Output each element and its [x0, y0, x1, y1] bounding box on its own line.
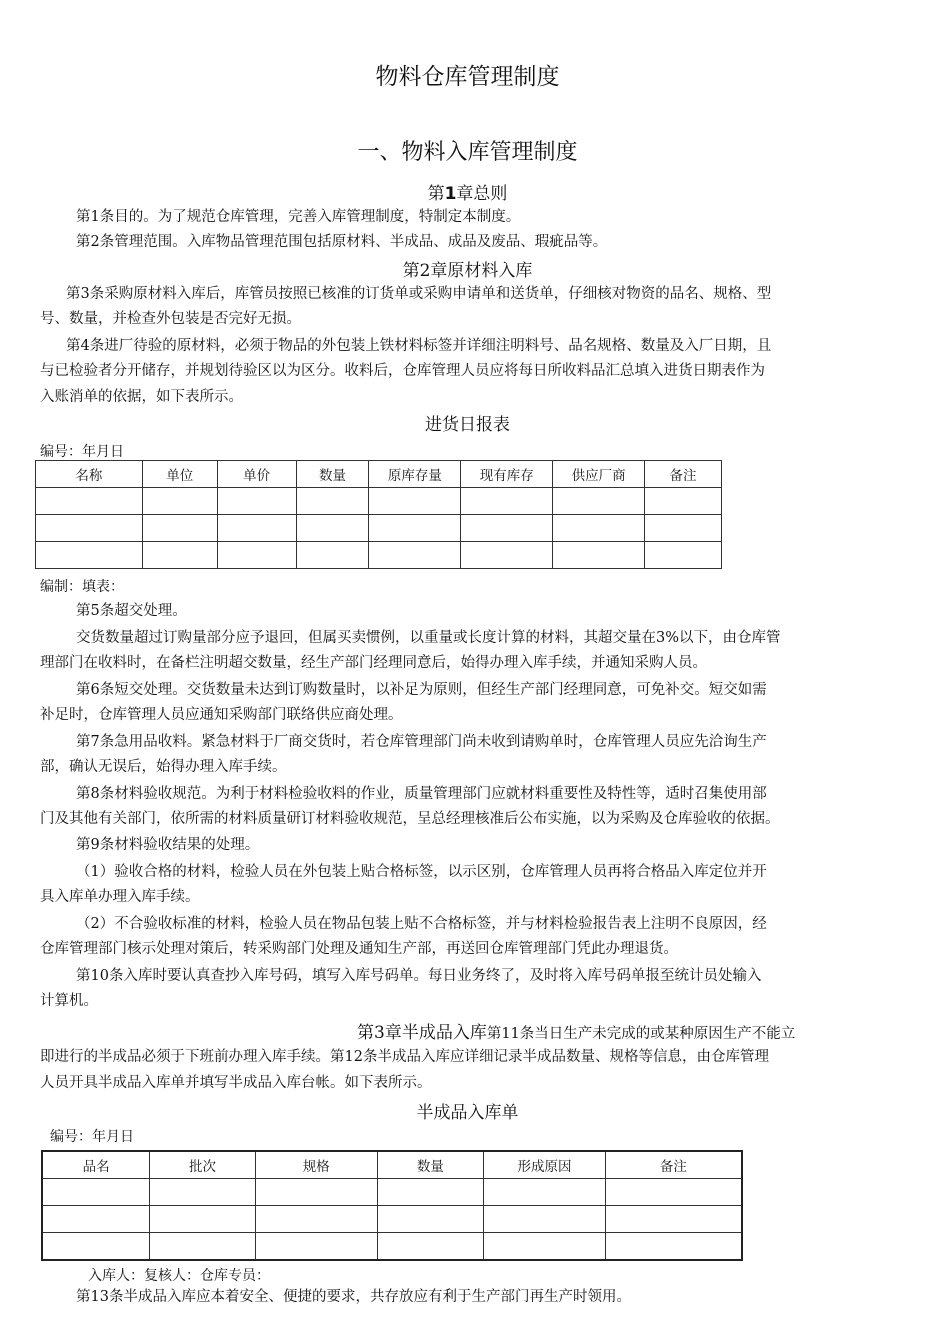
column-header: 名称	[36, 461, 143, 488]
article-1: 第1条目的。为了规范仓库管理，完善入库管理制度，特制定本制度。	[76, 209, 521, 225]
article-6-line-1: 第6条短交处理。交货数量未达到订购数量时，以补足为原则，但经生产部门经理同意，可免补交。短交如需	[76, 682, 767, 698]
column-header: 单价	[217, 461, 296, 488]
table-1-title: 进货日报表	[425, 415, 510, 435]
table-row	[36, 542, 722, 569]
table-cell	[42, 1179, 150, 1206]
column-header: 备注	[605, 1151, 742, 1179]
table-cell	[150, 1233, 256, 1261]
incoming-daily-report-table	[35, 460, 722, 569]
semi-finished-receipt-table	[41, 1150, 743, 1261]
article-5-line-1: 交货数量超过订购量部分应予退回，但属买卖惯例，以重量或长度计算的材料，其超交量在3%以下，由仓库管	[76, 630, 781, 646]
table-2-footer: 入库人：复核人：仓库专员：	[88, 1268, 270, 1284]
column-header: 供应厂商	[553, 461, 645, 488]
table-cell	[553, 488, 645, 515]
table-cell	[605, 1206, 742, 1233]
article-9-1-line-1: （1）验收合格的材料，检验人员在外包装上贴合格标签，以示区别，仓库管理人员再将合格品入库定位并开	[76, 864, 767, 880]
table-cell	[296, 515, 369, 542]
table-cell	[217, 515, 296, 542]
table-2-meta: 编号：年月日	[50, 1129, 134, 1145]
table-cell	[255, 1179, 377, 1206]
article-9-2-line-1: （2）不合验收标准的材料，检验人员在物品包装上贴不合格标签，并与材料检验报告表上注明不良原因，经	[76, 916, 767, 932]
article-9-1-line-2: 具入库单办理入库手续。	[40, 889, 200, 905]
table-cell	[142, 542, 217, 569]
article-3-line-1: 第3条采购原材料入库后，库管员按照已核准的订货单或采购申请单和送货单，仔细核对物资的品名、规格、型	[66, 286, 772, 302]
article-5-line-2: 理部门在收料时，在备栏注明超交数量，经生产部门经理同意后，始得办理入库手续，并通知采购人员。	[40, 655, 707, 671]
table-cell	[645, 515, 722, 542]
table-row	[36, 515, 722, 542]
table-header-row	[42, 1151, 742, 1179]
article-9-2-line-2: 仓库管理部门核示处理对策后，转采购部门处理及通知生产部，再送回仓库管理部门凭此办理退货。	[40, 941, 678, 957]
table-cell	[369, 515, 461, 542]
table-cell	[217, 542, 296, 569]
table-cell	[36, 542, 143, 569]
table-cell	[255, 1233, 377, 1261]
article-7-line-2: 部，确认无误后，始得办理入库手续。	[40, 759, 287, 775]
table-cell	[377, 1179, 484, 1206]
article-11-line-1: 第11条当日生产未完成的或某种原因生产不能立	[486, 1026, 796, 1042]
table-cell	[142, 488, 217, 515]
table-cell	[36, 515, 143, 542]
column-header: 形成原因	[484, 1151, 606, 1179]
table-1-footer: 编制：填表：	[40, 579, 124, 595]
table-cell	[645, 542, 722, 569]
article-10-line-2: 计算机。	[40, 993, 98, 1009]
table-cell	[605, 1179, 742, 1206]
table-1-meta: 编号：年月日	[40, 444, 124, 460]
table-cell	[36, 488, 143, 515]
column-header: 规格	[255, 1151, 377, 1179]
table-cell	[461, 488, 553, 515]
table-cell	[484, 1179, 606, 1206]
table-cell	[461, 515, 553, 542]
column-header: 现有库存	[461, 461, 553, 488]
table-cell	[150, 1206, 256, 1233]
column-header: 数量	[296, 461, 369, 488]
article-4-line-3: 入账消单的依据，如下表所示。	[40, 389, 243, 405]
chapter-2-title: 第2章原材料入库	[402, 261, 533, 281]
article-8-line-1: 第8条材料验收规范。为利于材料检验收料的作业，质量管理部门应就材料重要性及特性等，适时召集使用部	[76, 786, 767, 802]
table-cell	[42, 1206, 150, 1233]
chapter-3-first-line	[357, 1018, 795, 1047]
article-2: 第2条管理范围。入库物品管理范围包括原材料、半成品、成品及废品、瑕疵品等。	[76, 234, 608, 250]
chapter-1-prefix: 第	[427, 184, 445, 204]
chapter-1-number: 1	[444, 184, 457, 204]
table-2-title: 半成品入库单	[416, 1103, 519, 1123]
table-row	[42, 1233, 742, 1261]
article-4-line-2: 与已检验者分开储存，并规划待验区以为区分。收料后，仓库管理人员应将每日所收料品汇总填入进货日期表作为	[40, 363, 765, 379]
table-row	[42, 1179, 742, 1206]
table-cell	[42, 1233, 150, 1261]
chapter-1-suffix: 章总则	[456, 184, 508, 204]
document-title: 物料仓库管理制度	[375, 64, 560, 90]
article-11-line-3: 人员开具半成品入库单并填写半成品入库台帐。如下表所示。	[40, 1075, 432, 1091]
column-header: 数量	[377, 1151, 484, 1179]
article-5: 第5条超交处理。	[76, 603, 187, 619]
article-11-line-2: 即进行的半成品必须于下班前办理入库手续。第12条半成品入库应详细记录半成品数量、规格等信息，由仓库管理	[40, 1049, 769, 1065]
table-cell	[296, 542, 369, 569]
article-9: 第9条材料验收结果的处理。	[76, 837, 260, 853]
table-cell	[142, 515, 217, 542]
column-header: 品名	[42, 1151, 150, 1179]
table-cell	[369, 542, 461, 569]
article-7-line-1: 第7条急用品收料。紧急材料于厂商交货时，若仓库管理部门尚未收到请购单时，仓库管理人员应先洽询生产	[76, 734, 767, 750]
table-cell	[369, 488, 461, 515]
chapter-1-title	[0, 179, 935, 204]
article-4-line-1: 第4条进厂待验的原材料，必须于物品的外包装上铁材料标签并详细注明料号、品名规格、数量及入厂日期，且	[66, 338, 772, 354]
article-10-line-1: 第10条入库时要认真查抄入库号码，填写入库号码单。每日业务终了，及时将入库号码单报至统计员处输入	[76, 968, 762, 984]
table-row	[36, 488, 722, 515]
table-cell	[484, 1233, 606, 1261]
article-13: 第13条半成品入库应本着安全、便捷的要求，共存放应有利于生产部门再生产时领用。	[76, 1289, 631, 1305]
column-header: 原库存量	[369, 461, 461, 488]
table-cell	[217, 488, 296, 515]
table-cell	[150, 1179, 256, 1206]
table-row	[42, 1206, 742, 1233]
table-cell	[255, 1206, 377, 1233]
column-header: 备注	[645, 461, 722, 488]
article-6-line-2: 补足时，仓库管理人员应通知采购部门联络供应商处理。	[40, 707, 403, 723]
table-cell	[461, 542, 553, 569]
column-header: 单位	[142, 461, 217, 488]
table-cell	[484, 1206, 606, 1233]
table-cell	[645, 488, 722, 515]
table-cell	[605, 1233, 742, 1261]
table-cell	[553, 542, 645, 569]
table-cell	[377, 1233, 484, 1261]
chapter-3-title: 第3章半成品入库	[357, 1023, 487, 1043]
column-header: 批次	[150, 1151, 256, 1179]
table-cell	[377, 1206, 484, 1233]
table-cell	[553, 515, 645, 542]
section-title: 一、物料入库管理制度	[357, 140, 578, 165]
article-3-line-2: 号、数量，并检查外包装是否完好无损。	[40, 311, 301, 327]
table-header-row	[36, 461, 722, 488]
table-cell	[296, 488, 369, 515]
article-8-line-2: 门及其他有关部门，依所需的材料质量研订材料验收规范，呈总经理核准后公布实施，以为采购及仓库验收的依据。	[40, 811, 780, 827]
